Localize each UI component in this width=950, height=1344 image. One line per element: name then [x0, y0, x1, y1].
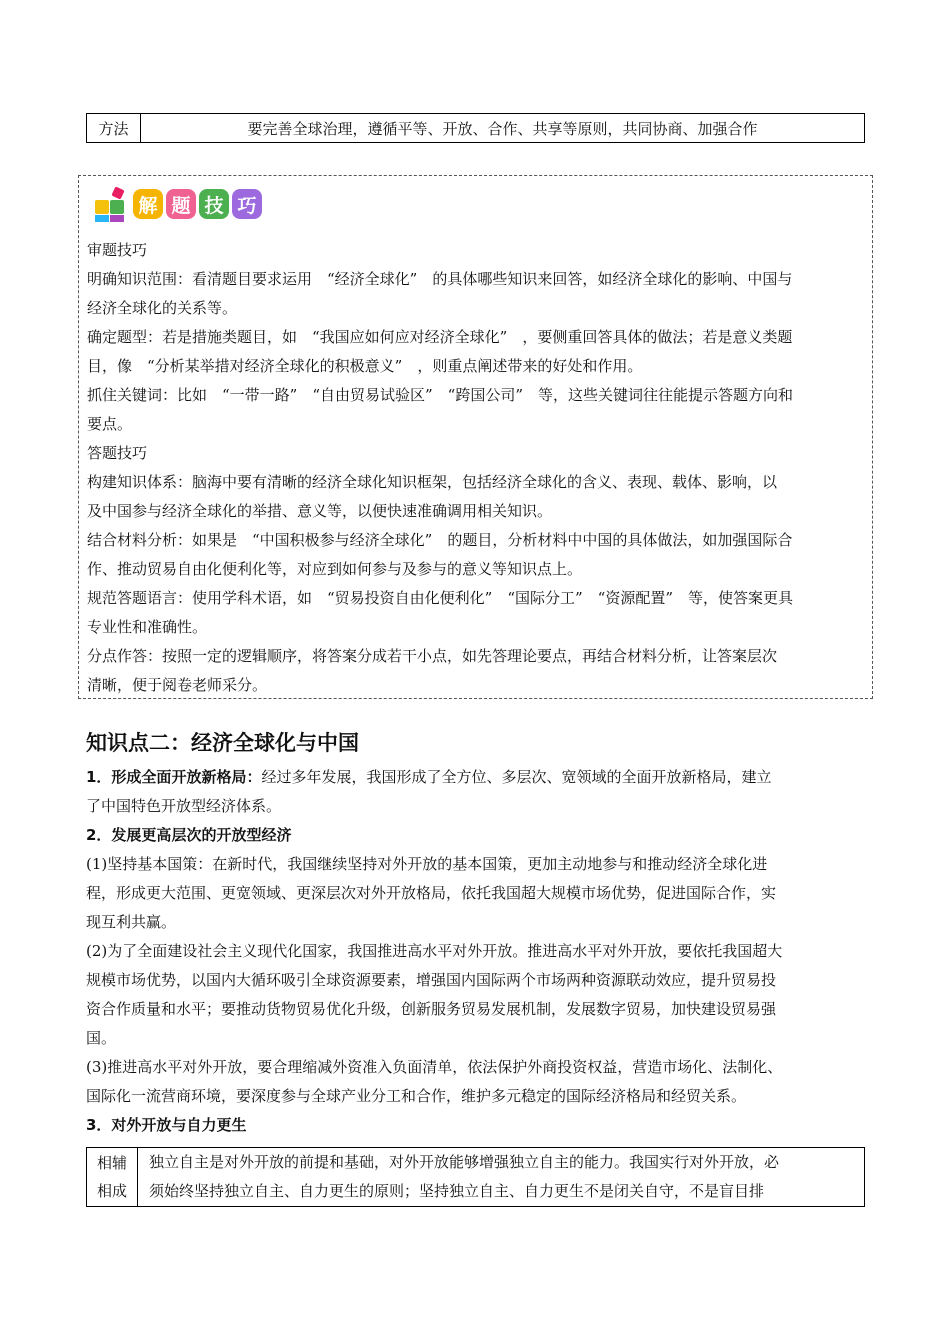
problem-solving-tips-box	[78, 175, 873, 699]
paragraph-line: (3)推进高水平对外开放，要合理缩减外资准入负面清单，依法保护外商投资权益，营造市场化、法制化、	[86, 1058, 783, 1076]
method-content-cell: 要完善全球治理，遵循平等、开放、合作、共享等原则，共同协商、加强合作	[247, 119, 758, 138]
paragraph-line: 国。	[86, 1029, 117, 1047]
tips-badge-1: 解	[133, 189, 163, 219]
tips-body	[87, 236, 865, 700]
tips-line: 明确知识范围：看清题目要求运用 “经济全球化” 的具体哪些知识来回答，如经济全球化的影响、中国与	[87, 270, 793, 288]
relationship-label-line-1: 相辅	[96, 1154, 127, 1172]
paragraph-line: (2)为了全面建设社会主义现代化国家，我国推进高水平对外开放。推进高水平对外开放，要依托我国超大	[86, 942, 783, 960]
paragraph-1-line-1	[86, 763, 866, 792]
paragraph-line: (1)坚持基本国策：在新时代，我国继续坚持对外开放的基本国策，更加主动地参与和推动经济全球化进	[86, 855, 768, 873]
tips-line: 分点作答：按照一定的逻辑顺序，将答案分成若干小点，如先答理论要点，再结合材料分析，让答案层次	[87, 647, 778, 665]
paragraph-1-heading: 1．形成全面开放新格局：	[86, 768, 262, 786]
puzzle-icon	[93, 186, 129, 222]
tips-badge-4: 巧	[232, 189, 262, 219]
relationship-label-line-2: 相成	[96, 1182, 127, 1200]
method-table	[86, 113, 865, 143]
paragraph-line: 资合作质量和水平；要推动货物贸易优化升级，创新服务贸易发展机制，发展数字贸易，加快建设贸易强	[86, 1000, 777, 1018]
tips-subheading: 答题技巧	[87, 444, 148, 462]
relationship-line: 独立自主是对外开放的前提和基础，对外开放能够增强独立自主的能力。我国实行对外开放，必	[149, 1153, 780, 1171]
section-content	[86, 763, 866, 1140]
tips-line: 作、推动贸易自由化便利化等，对应到如何参与及参与的意义等知识点上。	[87, 560, 583, 578]
tips-line: 要点。	[87, 415, 133, 433]
tips-header	[93, 184, 265, 224]
tips-line: 目，像 “分析某举措对经济全球化的积极意义” ，则重点阐述带来的好处和作用。	[87, 357, 643, 375]
tips-badge-3: 技	[199, 189, 229, 219]
paragraph-line: 程，形成更大范围、更宽领域、更深层次对外开放格局，依托我国超大规模市场优势，促进国际合作，实	[86, 884, 777, 902]
paragraph-1-text: 经过多年发展，我国形成了全方位、多层次、宽领域的全面开放新格局，建立	[261, 768, 772, 786]
paragraph-3-heading: 3．对外开放与自力更生	[86, 1116, 247, 1134]
paragraph-1-line-2: 了中国特色开放型经济体系。	[86, 797, 282, 815]
tips-line: 构建知识体系：脑海中要有清晰的经济全球化知识框架，包括经济全球化的含义、表现、载体、影响，以	[87, 473, 778, 491]
tips-line: 经济全球化的关系等。	[87, 299, 238, 317]
tips-badge-2: 题	[166, 189, 196, 219]
paragraph-2-heading: 2．发展更高层次的开放型经济	[86, 826, 292, 844]
paragraph-line: 国际化一流营商环境，要深度参与全球产业分工和合作，维护多元稳定的国际经济格局和经贸关系。	[86, 1087, 747, 1105]
relationship-table	[86, 1147, 865, 1207]
tips-line: 抓住关键词：比如 “一带一路” “自由贸易试验区” “跨国公司” 等，这些关键词往往能提示答题方向和	[87, 386, 794, 404]
relationship-content-cell	[138, 1148, 864, 1206]
tips-line: 专业性和准确性。	[87, 618, 208, 636]
tips-line: 清晰，便于阅卷老师采分。	[87, 676, 268, 694]
relationship-label-cell	[87, 1148, 138, 1206]
tips-subheading: 审题技巧	[87, 241, 148, 259]
relationship-line: 须始终坚持独立自主、自力更生的原则；坚持独立自主、自力更生不是闭关自守，不是盲目排	[149, 1182, 765, 1200]
method-label-cell: 方法	[87, 114, 141, 142]
tips-line: 规范答题语言：使用学科术语，如 “贸易投资自由化便利化” “国际分工” “资源配置” 等，使答案更具	[87, 589, 794, 607]
tips-line: 确定题型：若是措施类题目，如 “我国应如何应对经济全球化” ，要侧重回答具体的做法；若是意义类题	[87, 328, 793, 346]
paragraph-line: 规模市场优势，以国内大循环吸引全球资源要素，增强国内国际两个市场两种资源联动效应，提升贸易投	[86, 971, 777, 989]
paragraph-line: 现互利共赢。	[86, 913, 177, 931]
section-title: 知识点二：经济全球化与中国	[86, 731, 359, 755]
tips-line: 结合材料分析：如果是 “中国积极参与经济全球化” 的题目，分析材料中中国的具体做法，如加强国际合	[87, 531, 793, 549]
tips-line: 及中国参与经济全球化的举措、意义等，以便快速准确调用相关知识。	[87, 502, 553, 520]
